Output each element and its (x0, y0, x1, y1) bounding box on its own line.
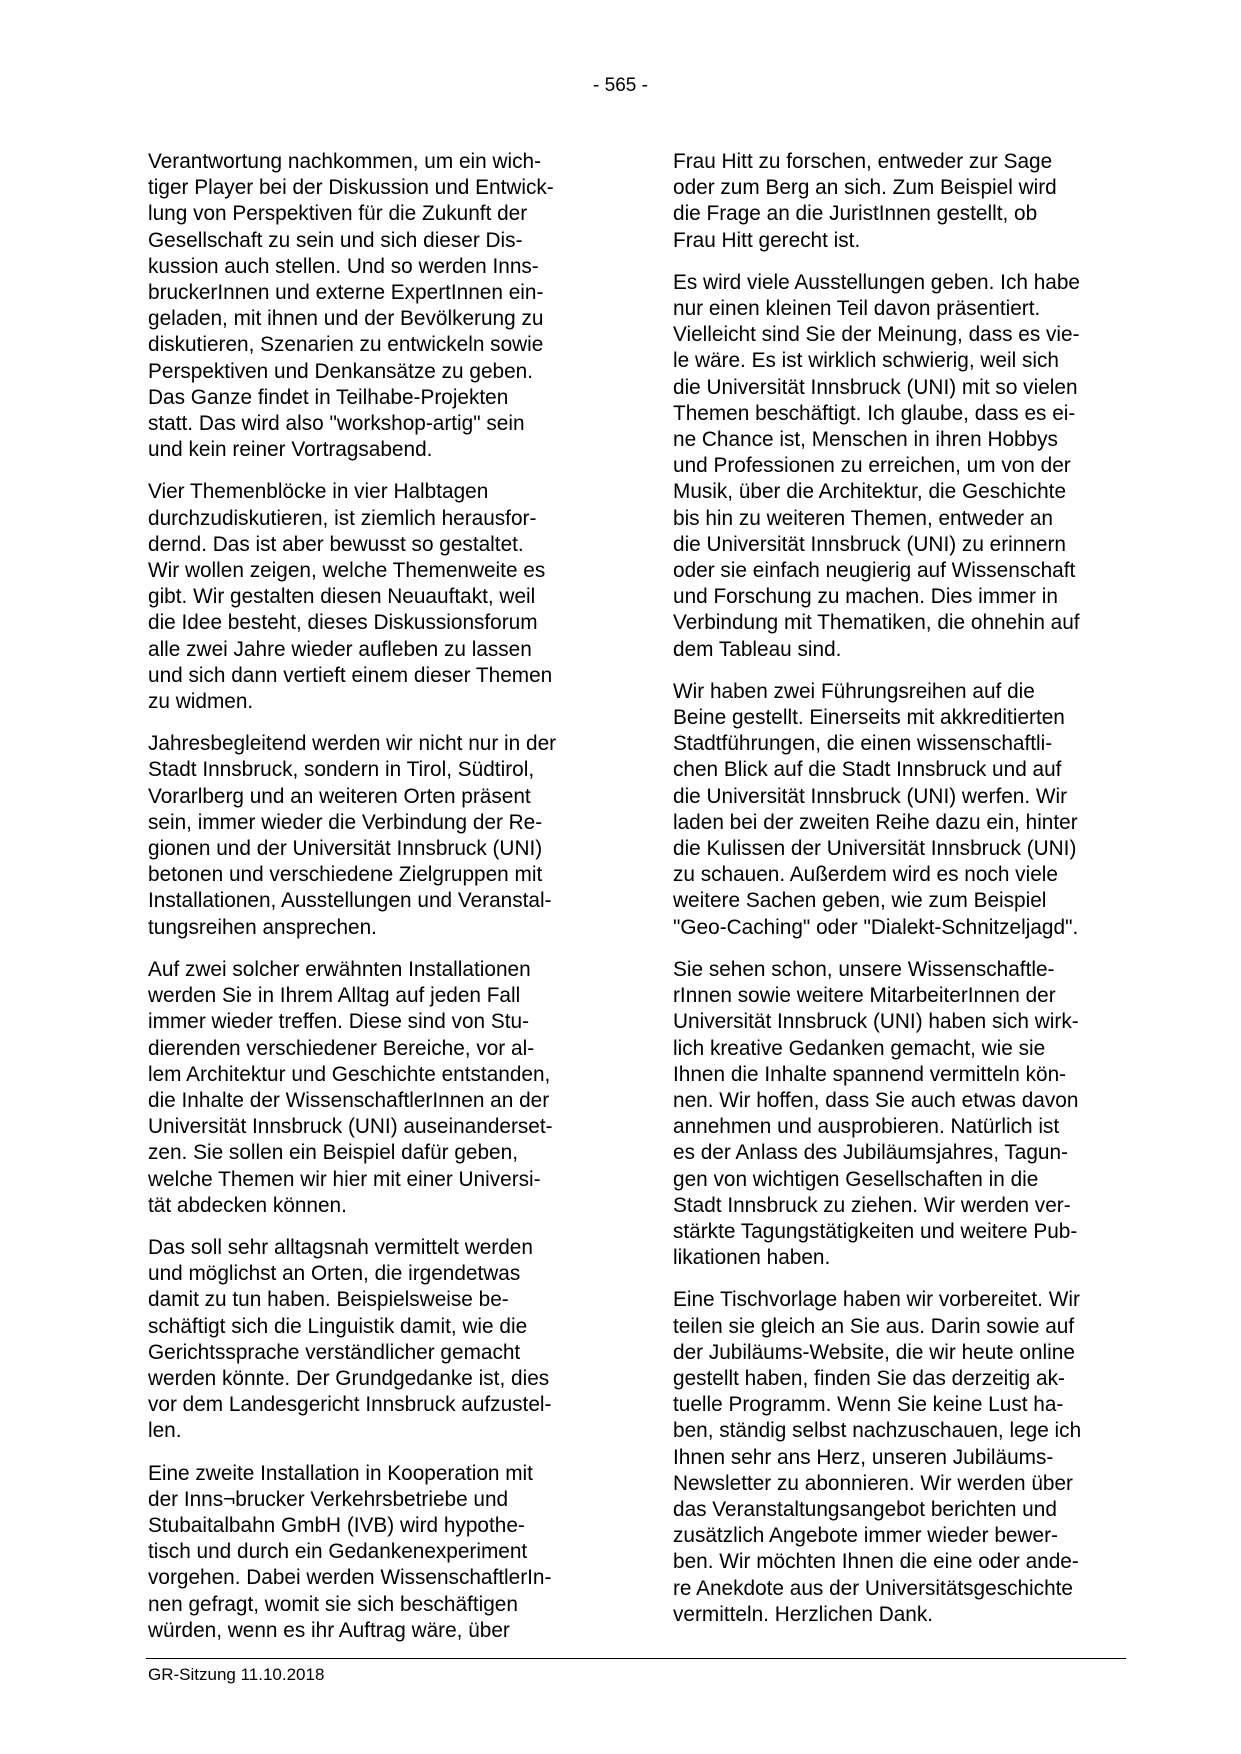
right-paragraph-1: Frau Hitt zu forschen, entweder zur Sage oder zum Berg an sich. Zum Beispiel wird die Frage an die JuristInnen gestellt, ob Frau Hitt gerecht ist. (673, 150, 1057, 252)
left-paragraph-3: Jahresbegleitend werden wir nicht nur in der Stadt Innsbruck, sondern in Tirol, Südtirol, Vorarlberg und an weiteren Orten präsent sein, immer wieder die Verbindung der Re- gionen und der Universität Innsbruck (UNI) betonen und verschiedene Zielgruppen mit Installationen, Ausstellungen und Veranstal- tungsreihen ansprechen. (148, 732, 557, 939)
right-paragraph-5: Eine Tischvorlage haben wir vorbereitet. Wir teilen sie gleich an Sie aus. Darin sowie auf der Jubiläums-Website, die wir heute online gestellt haben, finden Sie das derzeitig ak- tuelle Programm. Wenn Sie keine Lust ha- ben, ständig selbst nachzuschauen, lege ich Ihnen sehr ans Herz, unseren Jubiläums- Newsletter zu abonnieren. Wir werden über das Veranstaltungsangebot berichten und zusätzlich Angebote immer wieder bewer- ben. Wir möchten Ihnen die eine oder ande- re Anekdote aus der Universitätsgeschichte vermitteln. Herzlichen Dank. (673, 1288, 1082, 1626)
left-paragraph-4: Auf zwei solcher erwähnten Installationen werden Sie in Ihrem Alltag auf jeden Fall immer wieder treffen. Diese sind von Stu- dierenden verschiedener Bereiche, vor al- lem Architektur und Geschichte entstanden, die Inhalte der WissenschaftlerInnen an der Universität Innsbruck (UNI) auseinanderset- zen. Sie sollen ein Beispiel dafür geben, welche Themen wir hier mit einer Universi- tät abdecken können. (148, 957, 553, 1217)
left-paragraph-6: Eine zweite Installation in Kooperation mit der Inns¬brucker Verkehrsbetriebe und Stubaitalbahn GmbH (IVB) wird hypothe- tisch und durch ein Gedankenexperiment vorgehen. Dabei werden WissenschaftlerIn- nen gefragt, womit sie sich beschäftigen würden, wenn es ihr Auftrag wäre, über (148, 1461, 552, 1642)
left-paragraph-2: Vier Themenblöcke in vier Halbtagen durchzudiskutieren, ist ziemlich herausfor- dernd. Das ist aber bewusst so gestaltet. Wir wollen zeigen, welche Themenweite es gibt. Wir gestalten diesen Neuauftakt, weil die Idee besteht, dieses Diskussionsforum alle zwei Jahre wieder aufleben zu lassen und sich dann vertieft einem dieser Themen zu widmen. (148, 480, 553, 714)
left-column (148, 149, 595, 1660)
page-number: - 565 - (593, 75, 648, 96)
right-column (673, 149, 1120, 1644)
right-paragraph-2: Es wird viele Ausstellungen geben. Ich habe nur einen kleinen Teil davon präsentiert. Vielleicht sind Sie der Meinung, dass es vie- le wäre. Es ist wirklich schwierig, weil sich die Universität Innsbruck (UNI) mit so vielen Themen beschäftigt. Ich glaube, dass es ei- ne Chance ist, Menschen in ihren Hobbys und Professionen zu erreichen, um von der Musik, über die Architektur, die Geschichte bis hin zu weiteren Themen, entweder an die Universität Innsbruck (UNI) zu erinnern oder sie einfach neugierig auf Wissenschaft und Forschung zu machen. Dies immer in Verbindung mit Thematiken, die ohnehin auf dem Tableau sind. (673, 270, 1080, 661)
right-paragraph-3: Wir haben zwei Führungsreihen auf die Beine gestellt. Einerseits mit akkreditierten Stadtführungen, die einen wissenschaftli- chen Blick auf die Stadt Innsbruck und auf die Universität Innsbruck (UNI) werfen. Wir laden bei der zweiten Reihe dazu ein, hinter die Kulissen der Universität Innsbruck (UNI) zu schauen. Außerdem wird es noch viele weitere Sachen geben, wie zum Beispiel "Geo-Caching" oder "Dialekt-Schnitzeljagd". (673, 679, 1079, 939)
left-paragraph-1: Verantwortung nachkommen, um ein wich- tiger Player bei der Diskussion und Entwick- lung von Perspektiven für die Zukunft der Gesellschaft zu sein und sich dieser Dis- kussion auch stellen. Und so werden Inns- bruckerInnen und externe ExpertInnen ein- geladen, mit ihnen und der Bevölkerung zu diskutieren, Szenarien zu entwickeln sowie Perspektiven und Denkansätze zu geben. Das Ganze findet in Teilhabe-Projekten statt. Das wird also "workshop-artig" sein und kein reiner Vortragsabend. (148, 150, 554, 462)
left-paragraph-5: Das soll sehr alltagsnah vermittelt werden und möglichst an Orten, die irgendetwas damit zu tun haben. Beispielsweise be- schäftigt sich die Linguistik damit, wie die Gerichtssprache verständlicher gemacht werden könnte. Der Grundgedanke ist, dies vor dem Landesgericht Innsbruck aufzustel- len. (148, 1235, 552, 1443)
footer-session-date: GR-Sitzung 11.10.2018 (148, 1665, 325, 1684)
right-paragraph-4: Sie sehen schon, unsere Wissenschaftle- rInnen sowie weitere MitarbeiterInnen der Universität Innsbruck (UNI) haben sich wirk- lich kreative Gedanken gemacht, wie sie Ihnen die Inhalte spannend vermitteln kön- nen. Wir hoffen, dass Sie auch etwas davon annehmen und ausprobieren. Natürlich ist es der Anlass des Jubiläumsjahres, Tagun- gen von wichtigen Gesellschaften in die Stadt Innsbruck zu ziehen. Wir werden ver- stärkte Tagungstätigkeiten und weitere Pub- likationen haben. (673, 957, 1079, 1270)
footer-divider (146, 1658, 1126, 1659)
